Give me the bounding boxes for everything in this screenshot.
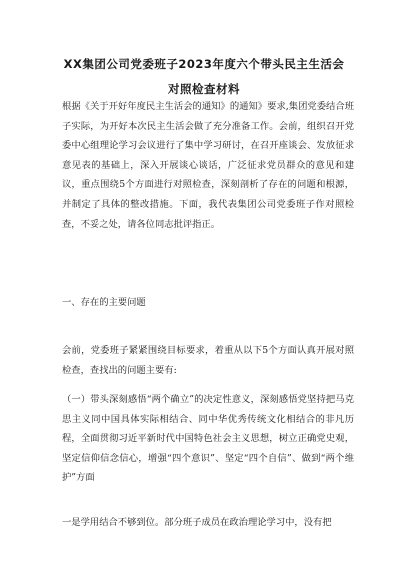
first-point-paragraph: 一是学用结合不够到位。部分班子成员在政治理论学习中，没有把 bbox=[62, 517, 332, 528]
section-lead-paragraph: 会前，党委班子紧紧围绕目标要求，着重从以下5个方面认真开展对照检查，查找出的问题主要有: bbox=[62, 345, 354, 376]
section-heading: 一、存在的主要问题 bbox=[62, 297, 146, 308]
subsection-heading: （一）带头深刻感悟“两个确立”的决定性意义，深刻感悟党坚持把马克思主义同中国具体实际相结合、同中华优秀传统文化相结合的非凡历程，全面贯彻习近平新时代中国特色社会主义思想，树立正确党史观，坚定信仰信念信心，增强“四个意识”、坚定“四个自信”、做到“两个维护”方面 bbox=[62, 394, 354, 484]
intro-paragraph: 根据《关于开好年度民主生活会的通知》的通知》要求,集团党委结合班子实际，为开好本次民主生活会做了充分准备工作。会前，组织召开党委中心组理论学习会议进行了集中学习研讨，在召开座谈会、发放征求意见表的基础上，深入开展谈心谈话，广泛征求党员群众的意见和建议，重点围绕5个方面进行对照检查，深刻剖析了存在的问题和根源，并制定了具体的整改措施。下面，我代表集团公司党委班子作对照检查，不妥之处，请各位同志批评指正。 bbox=[62, 101, 354, 230]
document-title: XX集团公司党委班子2023年度六个带头民主生活会 bbox=[63, 57, 345, 71]
document-subtitle: 对照检查材料 bbox=[168, 82, 240, 96]
